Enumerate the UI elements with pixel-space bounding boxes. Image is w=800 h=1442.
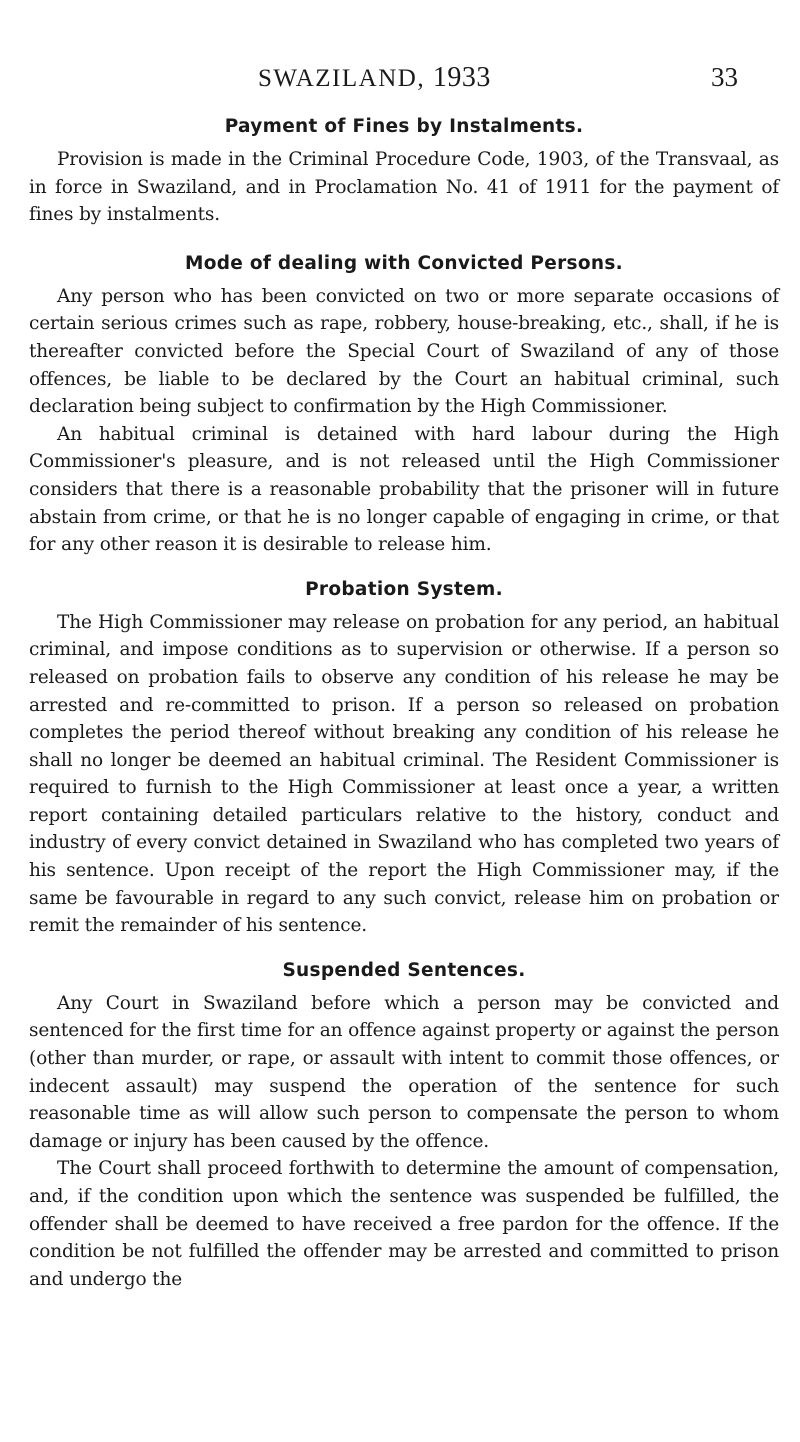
section-probation-system [29, 575, 779, 940]
paragraph: Any person who has been convicted on two or more separate occasions of certain serious crimes such as rape, robbery, house-breaking, etc., shall, if he is thereafter convicted before the Special Court of Swaziland of any of those offences, be liable to be declared by the Court an habitual criminal, such declaration being subject to confirmation by the High Commissioner. [29, 285, 779, 418]
paragraph: An habitual criminal is detained with hard labour during the High Commissioner's pleasure, and is not released until the High Commissioner considers that there is a reasonable probability that the prisoner will in future abstain from crime, or that he is no longer capable of engaging in crime, or that for any other reason it is desirable to release him. [29, 423, 779, 556]
section-heading: Probation System. [305, 578, 503, 600]
section-suspended-sentences [29, 956, 779, 1294]
page-number: 33 [711, 62, 738, 92]
section-heading: Payment of Fines by Instalments. [224, 116, 584, 137]
running-header [0, 62, 800, 92]
running-title-text: SWAZILAND, [258, 65, 426, 92]
running-title-year: 1933 [432, 62, 491, 93]
paragraph: The Court shall proceed forthwith to determine the amount of compensation, and, if the condition upon which the sentence was suspended be fulfilled, the offender shall be deemed to have received a free pardon for the offence. If the condition be not fulfilled the offender may be arrested and committed to prison and undergo the [29, 1158, 779, 1290]
paragraph: Provision is made in the Criminal Procedure Code, 1903, of the Transvaal, as in force in Swaziland, and in Proclamation No. 41 of 1911 for the payment of fines by instalments. [29, 149, 779, 226]
section-heading: Mode of dealing with Convicted Persons. [184, 252, 623, 274]
section-heading: Suspended Sentences. [282, 959, 526, 981]
paragraph: Any Court in Swaziland before which a person may be convicted and sentenced for the first time for an offence against property or against the person (other than murder, or rape, or assault with intent to commit those offences, or indecent assault) may suspend the operation of the sentence for such reasonable time as will allow such person to compensate the person to whom damage or injury has been caused by the offence. [29, 992, 779, 1152]
section-convicted-persons [29, 249, 779, 559]
paragraph: The High Commissioner may release on probation for any period, an habitual criminal, and impose conditions as to supervision or otherwise. If a person so released on probation fails to observe any condition of his release he may be arrested and re-committed to prison. If a person so released on probation completes the period thereof without breaking any condition of his release he shall no longer be deemed an habitual criminal. The Resident Commissioner is required to furnish to the High Commissioner at least once a year, a written report containing detailed particulars relative to the history, conduct and industry of every convict detained in Swaziland who has completed two years of his sentence. Upon receipt of the report the High Commissioner may, if the same be favourable in regard to any such convict, release him on probation or remit the remainder of his sentence. [29, 611, 779, 937]
page-body [29, 112, 779, 1293]
running-title [258, 62, 491, 94]
section-payment-of-fines [29, 112, 779, 229]
